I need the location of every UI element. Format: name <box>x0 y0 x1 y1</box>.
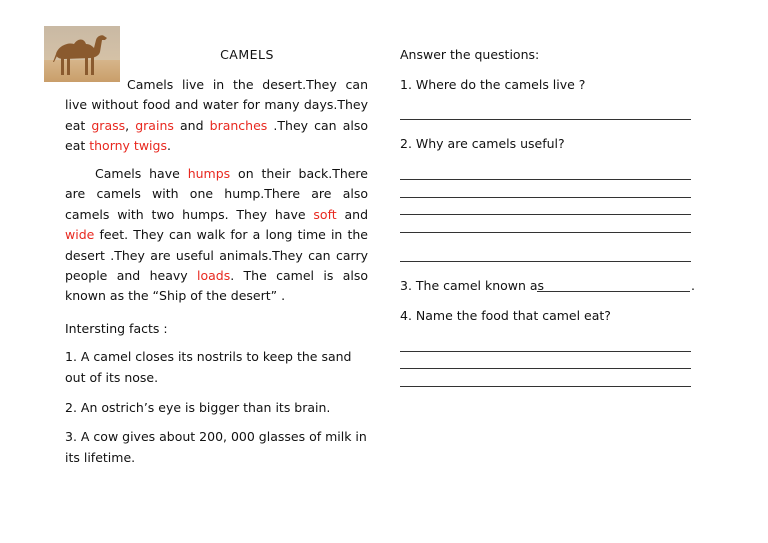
paragraph-text: Camels live in the desert.They can live without food and water for many days.They eat <box>65 77 368 133</box>
highlighted-word: branches <box>209 117 268 133</box>
answer-line-q2-4[interactable] <box>400 232 691 233</box>
paragraph-text: . <box>166 138 171 154</box>
highlighted-word: humps <box>187 166 231 181</box>
answer-line-q2-5[interactable] <box>400 261 691 262</box>
fact-item-1: 1. A camel closes its nostrils to keep the sand out of its nose. <box>65 349 352 385</box>
facts-heading: Intersting facts : <box>65 321 168 336</box>
paragraph-text: feet. They can walk for a long time in the desert .They are useful animals.They can carry people and heavy <box>65 227 368 284</box>
paragraph-camel-habitat <box>65 75 368 157</box>
highlighted-word: loads <box>197 268 231 284</box>
question-3: 3. The camel known as <box>400 278 545 293</box>
fact-item-3: 3. A cow gives about 200, 000 glasses of milk in its lifetime. <box>65 429 367 465</box>
paragraph-text: and <box>173 117 210 133</box>
answer-blank-q3[interactable] <box>537 291 690 292</box>
answer-heading: Answer the questions: <box>400 47 540 62</box>
answer-line-q4-3[interactable] <box>400 386 691 387</box>
paragraph-text: on their back.There are camels with one hump.There are also camels with two humps. They have <box>65 166 368 222</box>
highlighted-word: soft <box>313 206 337 222</box>
paragraph-text: . The camel is also known as the “Ship of the desert” . <box>65 268 368 304</box>
highlighted-word: grains <box>135 117 174 133</box>
question-3-period: . <box>691 278 695 293</box>
answer-line-q4-2[interactable] <box>400 368 691 369</box>
highlighted-word: wide <box>65 227 95 243</box>
question-1: 1. Where do the camels live ? <box>400 77 586 92</box>
paragraph-text: Camels have <box>95 166 188 181</box>
answer-line-q2-3[interactable] <box>400 214 691 215</box>
question-2: 2. Why are camels useful? <box>400 136 565 151</box>
question-4: 4. Name the food that camel eat? <box>400 308 611 323</box>
paragraph-text: .They can also eat <box>65 117 368 154</box>
paragraph-text: , <box>125 117 136 133</box>
highlighted-word: thorny twigs <box>89 138 167 154</box>
paragraph-text: and <box>336 206 368 222</box>
answer-line-q1[interactable] <box>400 119 691 120</box>
answer-line-q2-2[interactable] <box>400 197 691 198</box>
paragraph-camel-features <box>65 164 368 307</box>
highlighted-word: grass <box>91 117 126 133</box>
answer-line-q4-1[interactable] <box>400 351 691 352</box>
worksheet-title: CAMELS <box>220 47 274 62</box>
fact-item-2: 2. An ostrich’s eye is bigger than its brain. <box>65 400 331 415</box>
answer-line-q2-1[interactable] <box>400 179 691 180</box>
